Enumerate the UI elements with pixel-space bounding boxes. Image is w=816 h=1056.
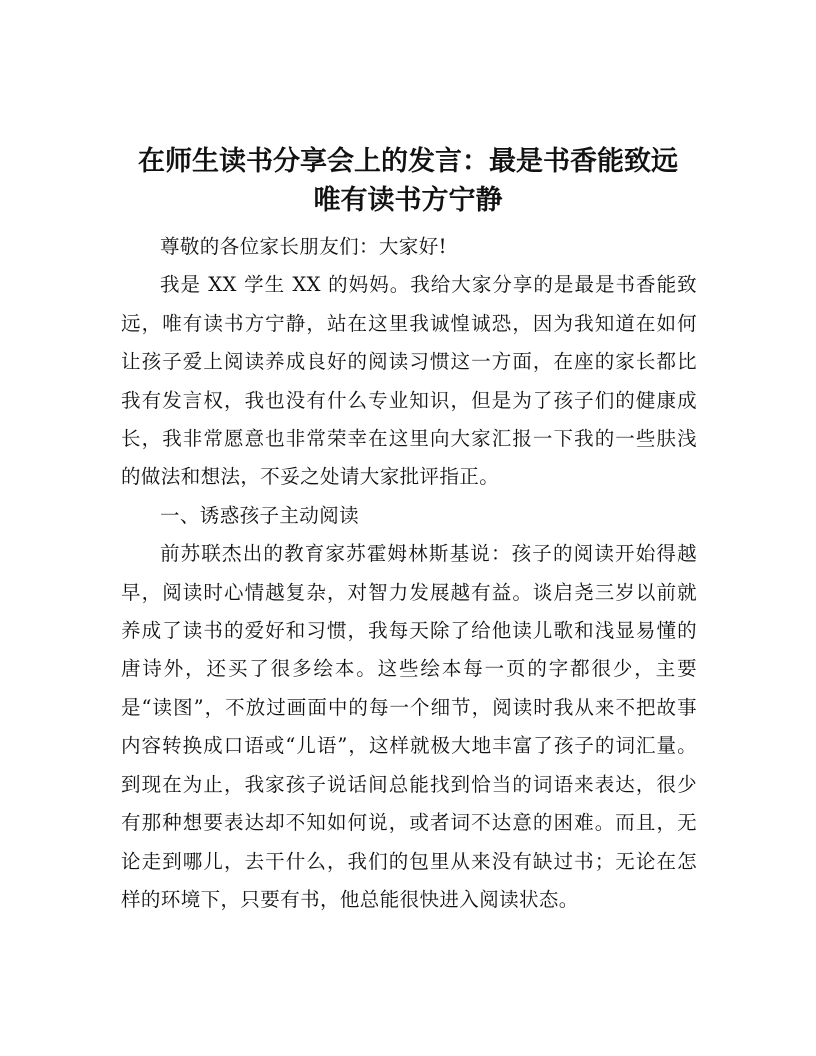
section-heading: 一、诱惑孩子主动阅读 [160, 503, 360, 527]
document-title-line-1: 在师生读书分享会上的发言：最是书香能致远 [138, 146, 678, 177]
document-title-line-2: 唯有读书方宁静 [313, 185, 503, 216]
document-body [121, 228, 697, 919]
greeting-paragraph: 尊敬的各位家长朋友们：大家好! [160, 235, 447, 258]
intro-paragraph: 我是 XX 学生 XX 的妈妈。我给大家分享的是最是书香能致远，唯有读书方宁静，站在这里我诚惶诚恐，因为我知道在如何让孩子爱上阅读养成良好的阅读习惯这一方面，在座的家长都比我有发言权，我也没有什么专业知识，但是为了孩子们的健康成长，我非常愿意也非常荣幸在这里向大家汇报一下我的一些肤浅的做法和想法，不妥之处请大家批评指正。 [121, 273, 697, 489]
section-paragraph: 前苏联杰出的教育家苏霍姆林斯基说：孩子的阅读开始得越早，阅读时心情越复杂，对智力发展越有益。谈启尧三岁以前就养成了读书的爱好和习惯，我每天除了给他读儿歌和浅显易懂的唐诗外，还买了很多绘本。这些绘本每一页的字都很少，主要是“读图”，不放过画面中的每一个细节，阅读时我从来不把故事内容转换成口语或“儿语”，这样就极大地丰富了孩子的词汇量。到现在为止，我家孩子说话间总能找到恰当的词语来表达，很少有那种想要表达却不知如何说，或者词不达意的困难。而且，无论走到哪儿，去干什么，我们的包里从来没有缺过书；无论在怎样的环境下，只要有书，他总能很快进入阅读状态。 [121, 542, 697, 911]
